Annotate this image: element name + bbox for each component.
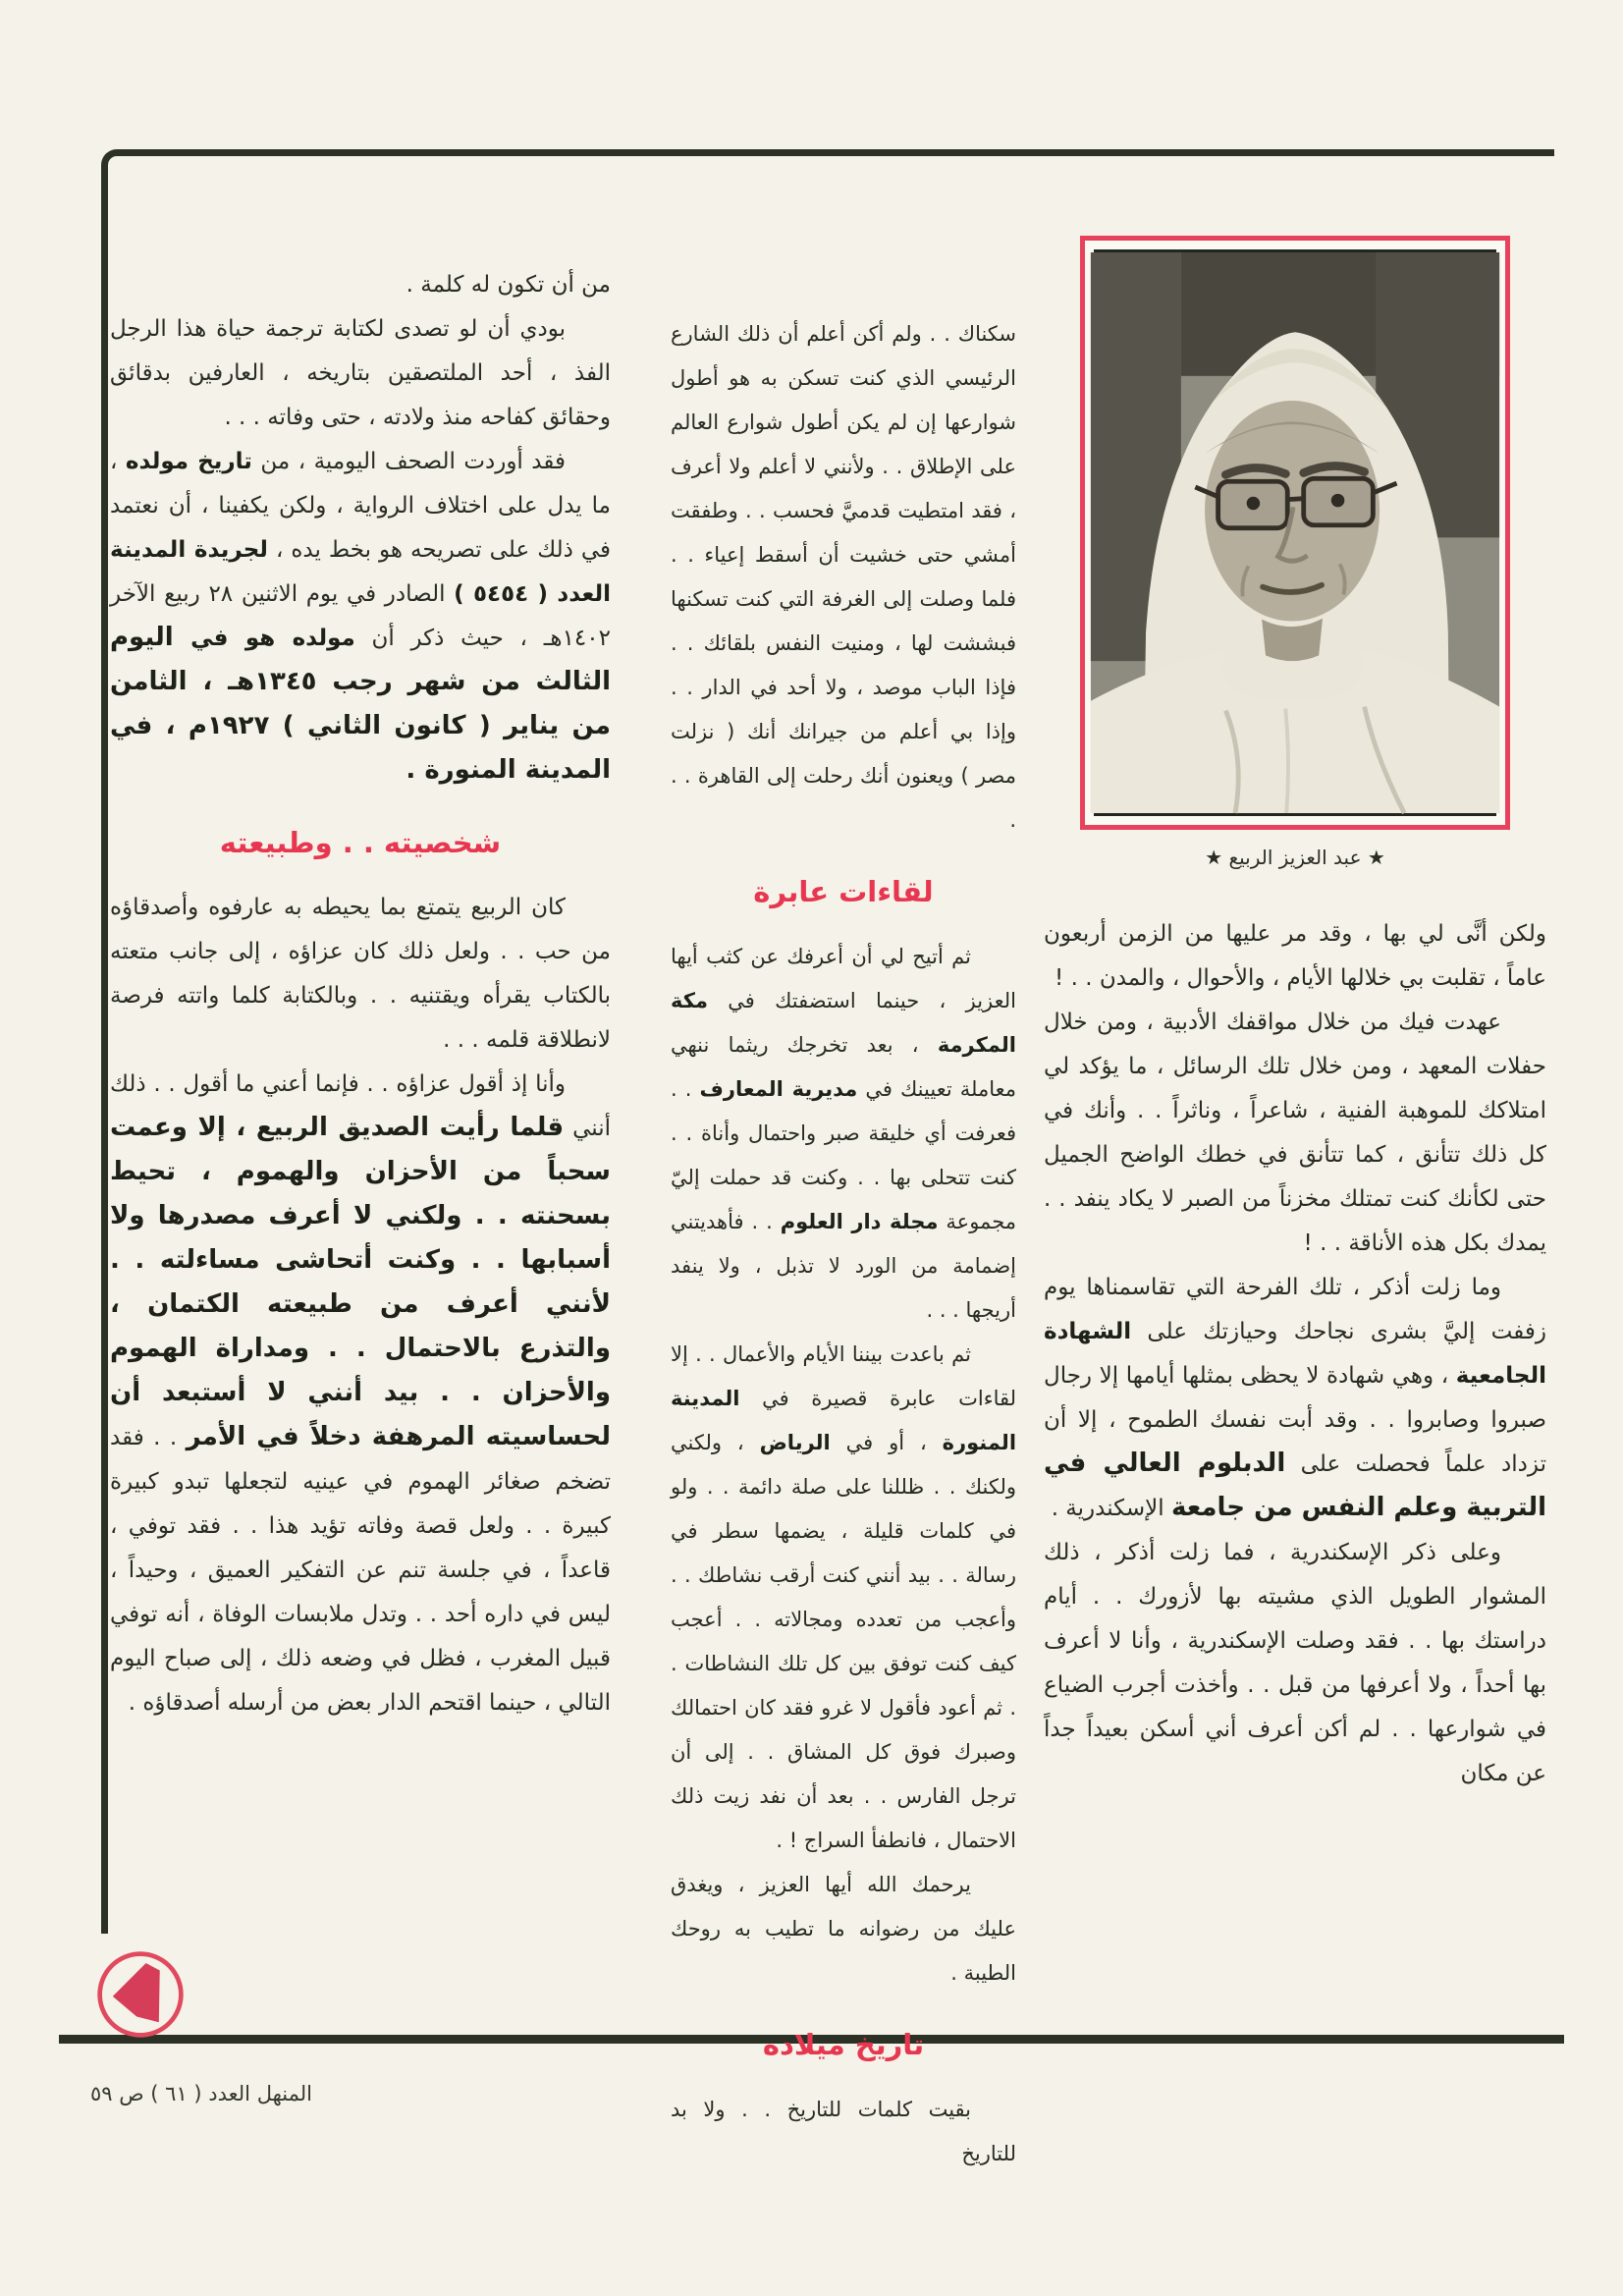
section-heading: لقاءات عابرة <box>753 875 934 908</box>
portrait-photo <box>1094 249 1496 816</box>
footer-text: المنهل العدد ( ٦١ ) ص ٥٩ <box>90 2082 312 2105</box>
paragraph: يرحمك الله أيها العزيز ، ويغدق عليك من رضوانه ما تطيب به روحك الطيبة . <box>671 1873 1016 1985</box>
paragraph: وعلى ذكر الإسكندرية ، فما زلت أذكر ، ذلك المشوار الطويل الذي مشيته بها لأزورك . . أيام دراستك بها . . فقد وصلت الإسكندرية ، وأنا لا أعرف بها أحداً ، ولا أعرفها من قبل . . وأخذت أجرب الضياع في شوارعها . . لم أكن أعرف أني أسكن بعيداً جداً عن مكان <box>1044 1540 1546 1786</box>
section-heading: تاريخ ميلاده <box>762 2028 925 2061</box>
article-text-middle <box>671 312 1016 2176</box>
paragraph: فقد أوردت الصحف اليومية ، من تاريخ مولده ، ما يدل على اختلاف الرواية ، ولكن يكفينا ، أن نعتمد في ذلك على تصريحه هو بخط يده ، لجريدة المدينة العدد ( ٥٤٥٤ ) الصادر في يوم الاثنين ٢٨ ربيع الآخر ١٤٠٢هـ ، حيث ذكر أن مولده هو في اليوم الثالث من شهر رجب ١٣٤٥هـ ، الثامن من يناير ( كانون الثاني ) ١٩٢٧م ، في المدينة المنورة . <box>110 449 611 785</box>
portrait-illustration <box>1097 252 1493 813</box>
photo-caption: ★ عبد العزيز الربيع ★ <box>1205 846 1385 869</box>
paragraph: ولكن أنَّى لي بها ، وقد مر عليها من الزمن أربعون عاماً ، تقلبت بي خلالها الأيام ، والأحوال ، والمدن . . ! <box>1044 921 1546 991</box>
paragraph: ثم باعدت بيننا الأيام والأعمال . . إلا لقاءات عابرة قصيرة في المدينة المنورة ، أو في الرياض ، ولكني ولكنك . . ظللنا على صلة دائمة . . ولو في كلمات قليلة ، يضمها سطر في رسالة . . بيد أنني كنت أرقب نشاطك . . وأعجب من تعدده ومجالاته . . أعجب كيف كنت توفق بين كل تلك النشاطات . . ثم أعود فأقول لا غرو فقد كان احتمالك وصبرك فوق كل المشاق . . إلى أن ترجل الفارس . . بعد أن نفد زيت ذلك الاحتمال ، فانطفأ السراج ! . <box>671 1342 1017 1852</box>
section-heading: شخصيته . . وطبيعته <box>219 826 502 859</box>
paragraph: بودي أن لو تصدى لكتابة ترجمة حياة هذا الرجل الفذ ، أحد الملتصقين بتاريخه ، العارفين بدقائق وحقائق كفاحه منذ ولادته ، حتى وفاته . . . <box>110 316 611 430</box>
photo-frame <box>1080 236 1510 830</box>
paragraph: من أن تكون له كلمة . <box>406 272 611 298</box>
arrow-left-icon <box>94 1948 187 2041</box>
paragraph: بقيت كلمات للتاريخ . . ولا بد للتاريخ <box>671 2098 1016 2165</box>
paragraph: عهدت فيك من خلال مواقفك الأدبية ، ومن خلال حفلات المعهد ، ومن خلال تلك الرسائل ، ما يؤكد لي امتلاكك للموهبة الفنية ، شاعراً ، وناثراً . . وأنك في كل ذلك تتأنق ، كما تتأنق في خطك الواضح الجميل حتى لكأنك كنت تمتلك مخزناً من الصبر لا يكاد ينفد . . يمدك بكل هذه الأناقة . . ! <box>1044 1010 1546 1256</box>
paragraph: وما زلت أذكر ، تلك الفرحة التي تقاسمناها يوم زففت إليَّ بشرى نجاحك وحيازتك على الشهادة الجامعية ، وهي شهادة لا يحظى بمثلها أيامها إلا رجال صبروا وصابروا . . وقد أبت نفسك الطموح ، إلا أن تزداد علماً فحصلت على الدبلوم العالي في التربية وعلم النفس من جامعة الإسكندرية . <box>1044 1275 1546 1522</box>
column-left <box>110 263 611 2039</box>
paragraph: كان الربيع يتمتع بما يحيطه به عارفوه وأصدقاؤه من حب . . ولعل ذلك كان عزاؤه ، إلى جانب متعته بالكتاب يقرأه ويقتنيه . . وبالكتابة كلما واتته فرصة لانطلاقة قلمه . . . <box>110 895 611 1053</box>
article-text-right <box>1044 912 1546 1796</box>
column-middle <box>671 312 1017 2165</box>
paragraph: وأنا إذ أقول عزاؤه . . فإنما أعني ما أقول . . ذلك أنني قلما رأيت الصديق الربيع ، إلا وعمت سحباً من الأحزان والهموم ، تحيط بسحنته . . ولكني لا أعرف مصدرها ولا أسبابها . . وكنت أتحاشى مساءلته . . لأنني أعرف من طبيعته الكتمان ، والتذرع بالاحتمال . . ومداراة الهموم والأحزان . . بيد أنني لا أستبعد أن لحساسيته المرهفة دخلاً في الأمر . . فقد تضخم صغائر الهموم في عينيه لتجعلها تبدو كبيرة كبيرة . . ولعل قصة وفاته تؤيد هذا . . فقد توفي ، قاعداً ، في جلسة تنم عن التفكير العميق ، وحيداً ، ليس في داره أحد . . وتدل ملابسات الوفاة ، أنه توفي قبيل المغرب ، فظل في وضعه ذلك ، إلى صباح اليوم التالي ، حينما اقتحم الدار بعض من أرسله أصدقاؤه . <box>110 1071 611 1716</box>
column-right <box>1044 236 1546 2003</box>
paragraph: ثم أتيح لي أن أعرفك عن كثب أيها العزيز ، حينما استضفتك في مكة المكرمة ، بعد تخرجك ريثما ننهي معاملة تعيينك في مديرية المعارف . . فعرفت أي خليقة صبر واحتمال وأناة . . كنت تتحلى بها . . وكنت قد حملت إليّ مجموعة مجلة دار العلوم . . فأهديتني إضمامة من الورد لا تذبل ، ولا ينفد أريجها . . . <box>671 945 1016 1322</box>
article-text-left <box>110 263 611 1725</box>
end-of-article-marker <box>94 1948 187 2041</box>
paragraph: سكناك . . ولم أكن أعلم أن ذلك الشارع الرئيسي الذي كنت تسكن به هو أطول شوارعها إن لم يكن أطول شوارع العالم على الإطلاق . . ولأنني لا أعلم ولا أعرف ، فقد امتطيت قدميَّ فحسب . . وطفقت أمشي حتى خشيت أن أسقط إعياء . . فلما وصلت إلى الغرفة التي كنت تسكنها فبششت لها ، ومنيت النفس بلقائك . . فإذا الباب موصد ، ولا أحد في الدار . . وإذا بي أعلم من جيرانك أنك ( نزلت مصر ) ويعنون أنك رحلت إلى القاهرة . . . <box>671 322 1016 832</box>
